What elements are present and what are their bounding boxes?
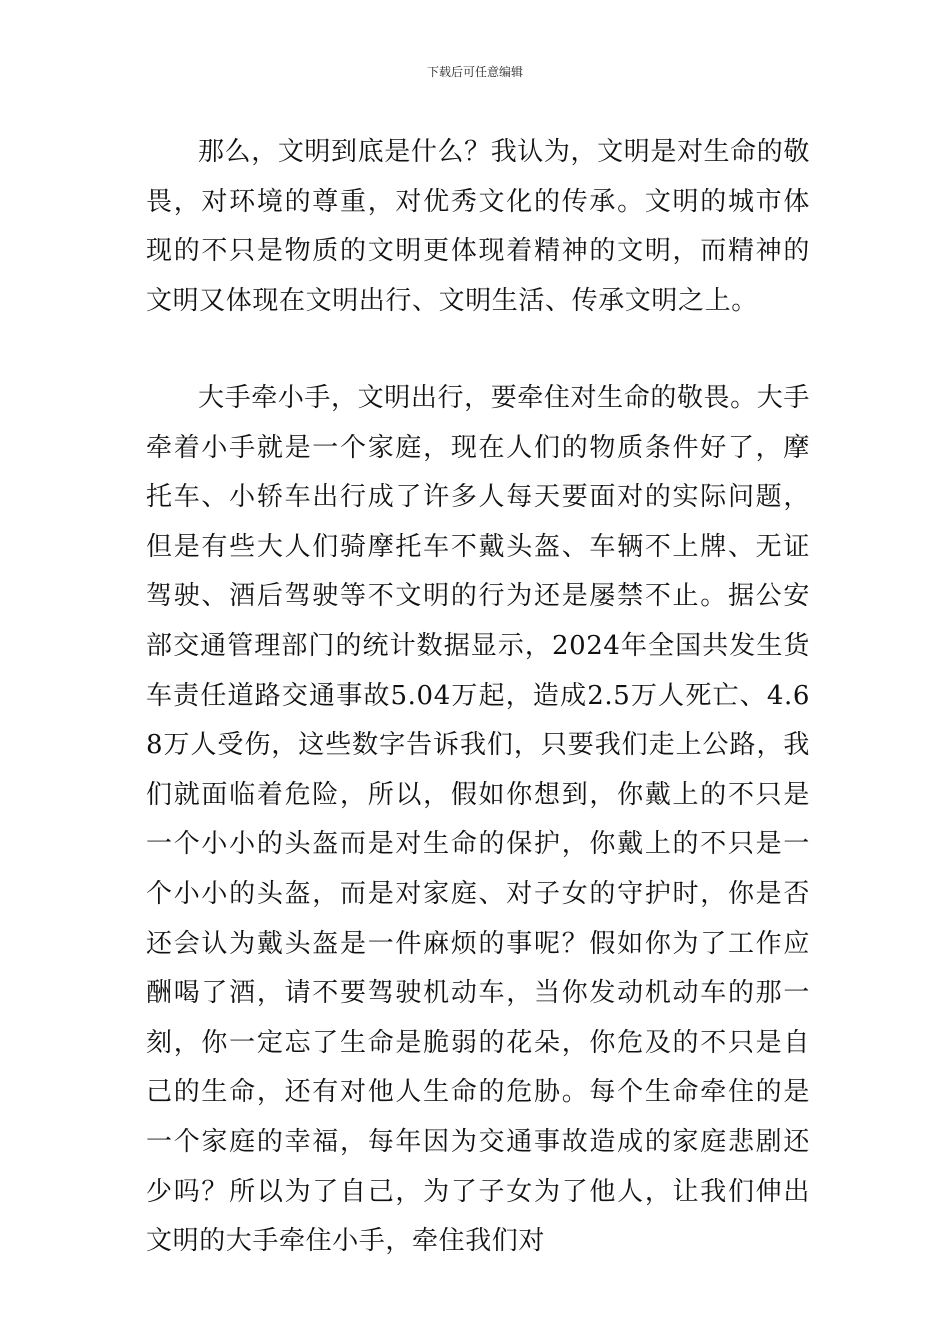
page-header: 下载后可任意编辑 <box>426 65 523 79</box>
paragraph-1: 那么，文明到底是什么？我认为，文明是对生命的敬畏，对环境的尊重，对优秀文化的传承。文明的城市体现的不只是物质的文明更体现着精神的文明，而精神的文明又体现在文明出行、文明生活、传承文明之上。 <box>146 137 810 316</box>
paragraph-2: 大手牵小手，文明出行，要牵住对生命的敬畏。大手牵着小手就是一个家庭，现在人们的物质条件好了，摩托车、小轿车出行成了许多人每天要面对的实际问题，但是有些大人们骑摩托车不戴头盔、车辆不上牌、无证驾驶、酒后驾驶等不文明的行为还是屡禁不止。据公安部交通管理部门的统计数据显示，2024年全国共发生货车责任道路交通事故5.04万起，造成2.5万人死亡、4.68万人受伤，这些数字告诉我们，只要我们走上公路，我们就面临着危险，所以，假如你想到，你戴上的不只是一个小小的头盔而是对生命的保护，你戴上的不只是一个小小的头盔，而是对家庭、对子女的守护时，你是否还会认为戴头盔是一件麻烦的事呢？假如你为了工作应酬喝了酒，请不要驾驶机动车，当你发动机动车的那一刻，你一定忘了生命是脆弱的花朵，你危及的不只是自己的生命，还有对他人生命的危胁。每个生命牵住的是一个家庭的幸福，每年因为交通事故造成的家庭悲剧还少吗？所以为了自己，为了子女为了他人，让我们伸出文明的大手牵住小手，牵住我们对 <box>146 383 810 1257</box>
